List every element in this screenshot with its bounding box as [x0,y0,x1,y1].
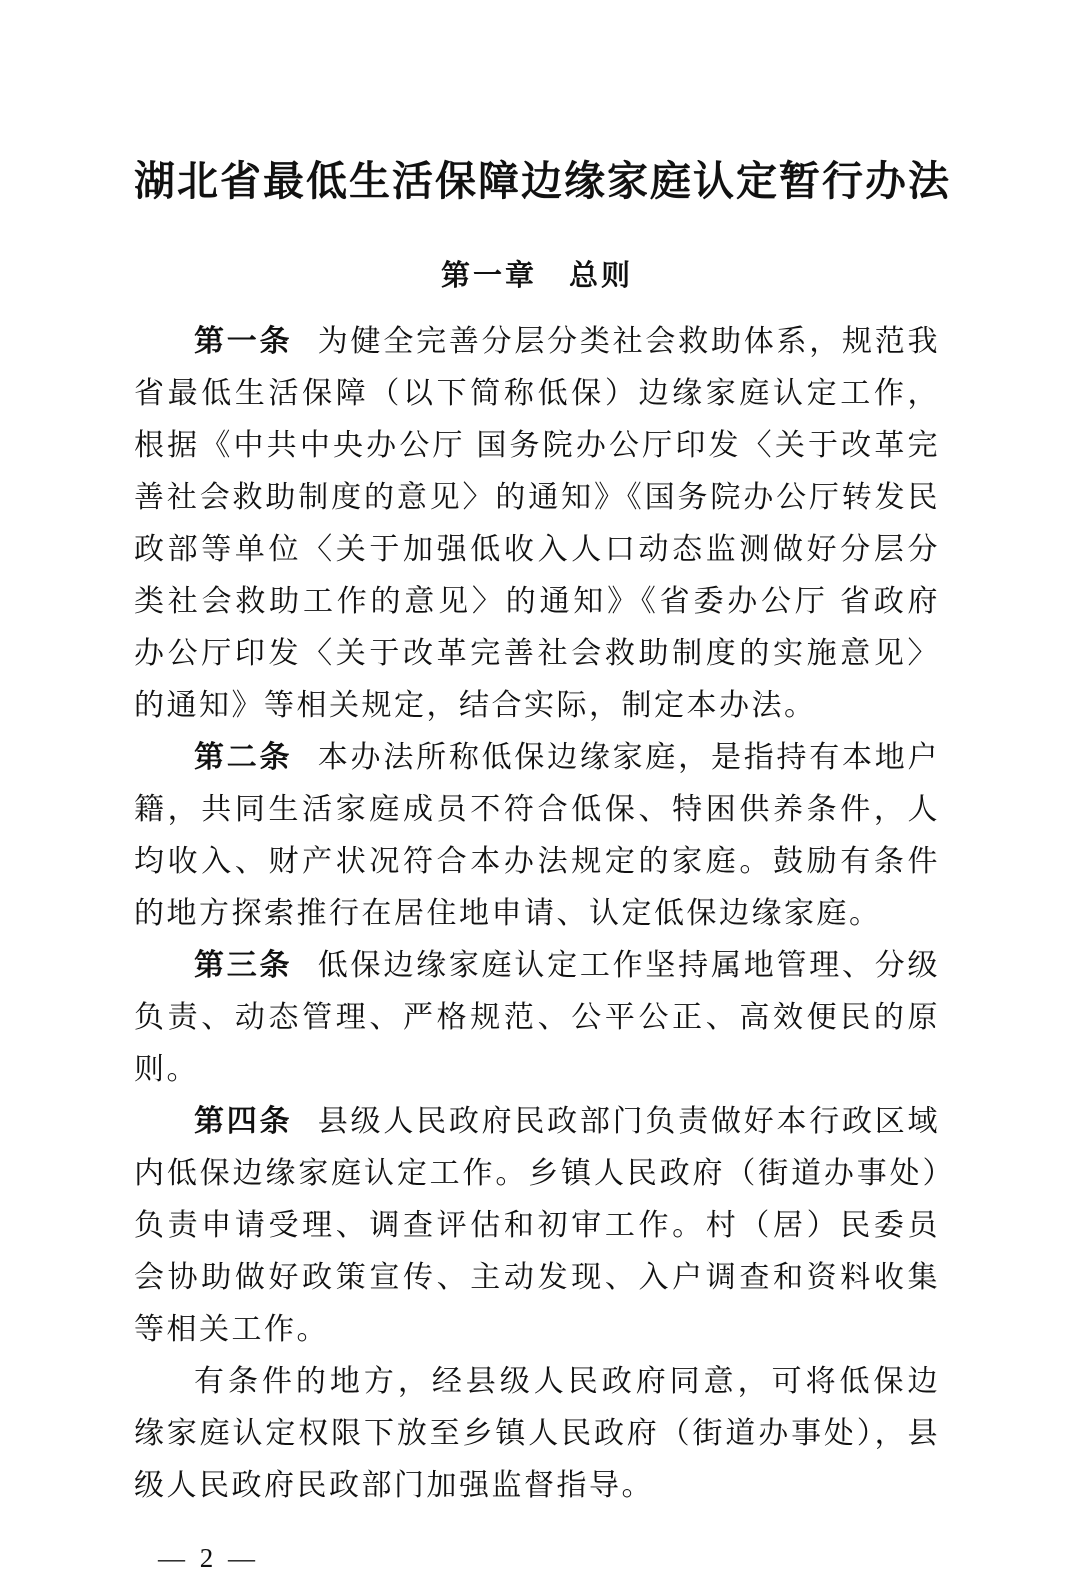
paragraph-article-4 [134,1096,940,1356]
article-2-number: 第二条 [194,741,293,774]
paragraph-article-4-continued [134,1356,940,1512]
article-1-number: 第一条 [194,325,293,358]
page-number: — 2 — [158,1543,259,1573]
article-1-text: 为健全完善分层分类社会救助体系，规范我省最低生活保障（以下简称低保）边缘家庭认定工作，根据《中共中央办公厅 国务院办公厅印发〈关于改革完善社会救助制度的意见〉的通知》《国务院办公厅转发民政部等单位〈关于加强低收入人口动态监测做好分层分类社会救助工作的意见〉的通知》《省委办公厅 省政府办公厅印发〈关于改革完善社会救助制度的实施意见〉的通知》等相关规定，结合实际，制定本办法。 [134,325,941,722]
article-3-number: 第三条 [194,949,293,982]
paragraph-article-1 [134,316,940,732]
paragraph-article-2 [134,732,940,940]
document-title: 湖北省最低生活保障边缘家庭认定暂行办法 [134,158,951,204]
article-4-number: 第四条 [194,1105,293,1138]
article-4-continued-text: 有条件的地方，经县级人民政府同意，可将低保边缘家庭认定权限下放至乡镇人民政府（街道办事处），县级人民政府民政部门加强监督指导。 [134,1365,940,1502]
paragraph-article-3 [134,940,940,1096]
article-3-text: 低保边缘家庭认定工作坚持属地管理、分级负责、动态管理、严格规范、公平公正、高效便民的原则。 [134,949,941,1086]
document-body [134,316,940,1512]
article-2-text: 本办法所称低保边缘家庭，是指持有本地户籍，共同生活家庭成员不符合低保、特困供养条件，人均收入、财产状况符合本办法规定的家庭。鼓励有条件的地方探索推行在居住地申请、认定低保边缘家庭。 [134,741,941,930]
article-4-text: 县级人民政府民政部门负责做好本行政区域内低保边缘家庭认定工作。乡镇人民政府（街道办事处）负责申请受理、调查评估和初审工作。村（居）民委员会协助做好政策宣传、主动发现、入户调查和资料收集等相关工作。 [134,1105,941,1346]
chapter-heading: 第一章 总则 [440,260,633,292]
